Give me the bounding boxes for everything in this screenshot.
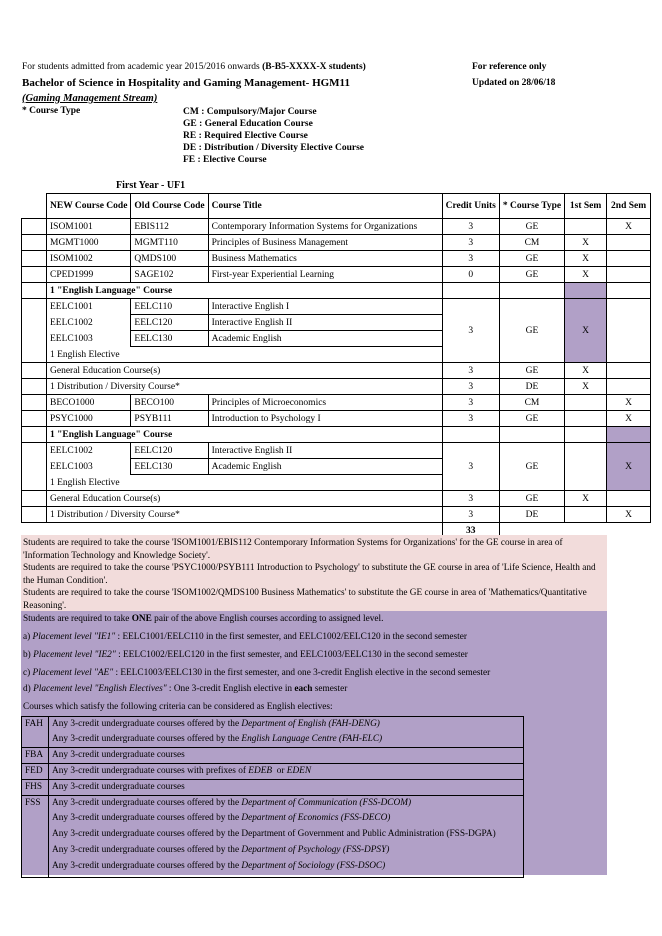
faculty-code: FED [22, 764, 49, 780]
col-new-code: NEW Course Code [47, 194, 131, 219]
row-label: General Education Course(s) [47, 363, 443, 379]
course-type: GE [499, 267, 564, 283]
reference-note: For reference only [472, 62, 547, 72]
legend-cm: CM : Compulsory/Major Course [183, 107, 317, 117]
level-text: : One 3-credit English elective in [166, 684, 295, 694]
level-text: : EELC1001/EELC110 in the first semester, and EELC1002/EELC120 in the second semester [115, 632, 467, 642]
col-sem1: 1st Sem [565, 194, 607, 219]
criteria-row [22, 748, 524, 764]
sem1-mark [565, 507, 607, 523]
sem1-mark [565, 219, 607, 235]
criteria-row [22, 717, 524, 733]
course-title: Interactive English II [208, 315, 442, 331]
sem1-mark: X [565, 299, 607, 363]
intro-bold: ONE [131, 614, 152, 624]
table-header [22, 194, 651, 219]
english-group-heading [22, 283, 651, 299]
course-type: GE [499, 251, 564, 267]
row-label: General Education Course(s) [47, 491, 443, 507]
criteria-pre: Any 3-credit undergraduate courses offered by the Department of Government and Public Administration (FSS-DGPA) [52, 829, 496, 839]
note-isom1002: Students are required to take the course 'ISOM1002/QMDS100 Business Mathematics' to substitute the GE course in area of 'Mathematics/Quantitative Reasoning'. [23, 588, 587, 611]
criteria-text: Any 3-credit undergraduate courses [49, 780, 524, 796]
course-type: CM [499, 395, 564, 411]
sem1-mark: X [565, 363, 607, 379]
level-text-end: semester [312, 684, 348, 694]
sem2-mark [607, 267, 651, 283]
criteria-pre: Any 3-credit undergraduate courses offered by the [52, 845, 242, 855]
criteria-row [22, 811, 524, 827]
criteria-pre: Any 3-credit undergraduate courses offered by the [52, 798, 242, 808]
course-title: Contemporary Information Systems for Organizations [208, 219, 442, 235]
sem1-mark [565, 395, 607, 411]
new-code: BECO1000 [47, 395, 131, 411]
level-name: Placement level "English Electives" [33, 684, 167, 694]
legend-ge: GE : General Education Course [183, 119, 313, 129]
credits: 3 [442, 395, 499, 411]
new-code: MGMT1000 [47, 235, 131, 251]
credits: 0 [442, 267, 499, 283]
sem2-mark [607, 251, 651, 267]
criteria-mid: or [272, 766, 287, 776]
english-elective: 1 English Elective [47, 475, 443, 491]
level-c [23, 668, 490, 678]
table-row [22, 219, 651, 235]
level-text: : EELC1003/EELC130 in the first semester, and one 3-credit English elective in the second semester [113, 668, 491, 678]
faculty-code: FAH [22, 717, 49, 748]
criteria-row [22, 732, 524, 748]
level-a [23, 632, 467, 642]
table-row [22, 507, 651, 523]
sem2-mark [607, 379, 651, 395]
table-row [22, 235, 651, 251]
criteria-dept: Department of Psychology (FSS-DPSY) [241, 845, 390, 855]
sem2-mark: X [607, 219, 651, 235]
criteria-row [22, 843, 524, 859]
course-title: Principles of Business Management [208, 235, 442, 251]
credits: 3 [442, 251, 499, 267]
intro-text: Students are required to take [23, 614, 132, 624]
criteria-dept: Department of Communication (FSS-DCOM) [241, 798, 412, 808]
sem2-mark [607, 235, 651, 251]
criteria-text [49, 811, 524, 827]
table-row [22, 395, 651, 411]
sem1-mark: X [565, 491, 607, 507]
course-title: Academic English [208, 459, 442, 475]
prefix-eden: EDEN [286, 766, 312, 776]
note-isom1001: Students are required to take the course 'ISOM1001/EBIS112 Contemporary Information Systems for Organizations' for the GE course in area of 'Information Technology and Knowledge Society'. [23, 538, 563, 561]
course-title: Introduction to Psychology I [208, 411, 442, 427]
new-code: ISOM1002 [47, 251, 131, 267]
sem1-mark [565, 443, 607, 491]
course-type: GE [499, 219, 564, 235]
criteria-row [22, 859, 524, 878]
new-code: EELC1003 [47, 459, 131, 475]
admission-code: (B-B5-XXXX-X students) [262, 62, 366, 72]
old-code: BECO100 [131, 395, 208, 411]
prefix-edeb: EDEB [248, 766, 273, 776]
sem2-mark [607, 363, 651, 379]
program-title: Bachelor of Science in Hospitality and Gaming Management- HGM11 [22, 77, 350, 89]
row-label: 1 Distribution / Diversity Course* [47, 507, 443, 523]
criteria-text: Any 3-credit undergraduate courses [49, 748, 524, 764]
ge-substitution-notes [21, 535, 607, 611]
table-row [22, 411, 651, 427]
criteria-text [49, 732, 524, 748]
level-bold: each [294, 684, 313, 694]
admission-text: For students admitted from academic year 2015/2016 onwards [22, 62, 263, 72]
new-code: CPED1999 [47, 267, 131, 283]
credits: 3 [442, 235, 499, 251]
old-code: SAGE102 [131, 267, 208, 283]
english-elective-criteria [21, 716, 524, 878]
group-heading: 1 "English Language" Course [47, 283, 443, 299]
course-type: GE [499, 363, 564, 379]
criteria-dept: Department of Sociology (FSS-DSOC) [241, 861, 386, 871]
level-name: Placement level "AE" [32, 668, 114, 678]
new-code: EELC1002 [47, 315, 131, 331]
course-type: DE [499, 379, 564, 395]
sem2-mark: X [607, 507, 651, 523]
credits: 3 [442, 507, 499, 523]
year-title: First Year - UF1 [116, 180, 186, 191]
level-text: : EELC1002/EELC120 in the first semester, and EELC1003/EELC130 in the second semester [115, 650, 468, 660]
legend-re: RE : Required Elective Course [183, 131, 308, 141]
course-table [21, 193, 651, 539]
english-group-heading [22, 427, 651, 443]
old-code: MGMT110 [131, 235, 208, 251]
old-code: EELC130 [131, 459, 208, 475]
criteria-pre: Any 3-credit undergraduate courses offered by the [52, 719, 242, 729]
criteria-row [22, 827, 524, 843]
course-title: Interactive English II [208, 443, 442, 459]
old-code: EBIS112 [131, 219, 208, 235]
updated-date: Updated on 28/06/18 [472, 78, 556, 88]
criteria-pre: Any 3-credit undergraduate courses with prefixes of [52, 766, 249, 776]
credits: 3 [442, 299, 499, 363]
new-code: PSYC1000 [47, 411, 131, 427]
faculty-code: FHS [22, 780, 49, 796]
level-prefix: b) [23, 650, 34, 660]
credits: 3 [442, 363, 499, 379]
course-type: GE [499, 443, 564, 491]
faculty-code: FSS [22, 796, 49, 878]
credits: 3 [442, 411, 499, 427]
col-sem2: 2nd Sem [607, 194, 651, 219]
criteria-text [49, 764, 524, 780]
old-code: EELC110 [131, 299, 208, 315]
course-type: GE [499, 491, 564, 507]
criteria-intro: Courses which satisfy the following criteria can be considered as English electives: [23, 702, 333, 712]
table-row [22, 491, 651, 507]
english-option-row [22, 299, 651, 315]
criteria-dept: Department of English (FAH-DENG) [241, 719, 380, 729]
sem2-mark [607, 491, 651, 507]
course-type: GE [499, 411, 564, 427]
table-row [22, 379, 651, 395]
sem1-mark: X [565, 267, 607, 283]
credits: 3 [442, 443, 499, 491]
level-name: Placement level "IE1" [32, 632, 116, 642]
credits: 3 [442, 219, 499, 235]
stream-title: (Gaming Management Stream) [22, 93, 158, 104]
sem1-mark [565, 411, 607, 427]
table-row [22, 267, 651, 283]
legend-de: DE : Distribution / Diversity Elective Course [183, 143, 365, 153]
english-intro [23, 614, 383, 624]
col-credits: Credit Units [442, 194, 499, 219]
criteria-row [22, 796, 524, 812]
level-prefix: a) [23, 632, 33, 642]
sem2-mark: X [607, 443, 651, 491]
old-code: QMDS100 [131, 251, 208, 267]
sem1-mark: X [565, 379, 607, 395]
credits: 3 [442, 379, 499, 395]
level-prefix: d) [23, 684, 34, 694]
old-code: EELC120 [131, 443, 208, 459]
criteria-pre: Any 3-credit undergraduate courses offered by the [52, 861, 242, 871]
group-heading: 1 "English Language" Course [47, 427, 443, 443]
criteria-text [49, 859, 524, 878]
criteria-text [49, 843, 524, 859]
new-code: EELC1001 [47, 299, 131, 315]
col-title: Course Title [208, 194, 442, 219]
table-row [22, 251, 651, 267]
criteria-pre: Any 3-credit undergraduate courses offered by the [52, 734, 242, 744]
course-type-label: * Course Type [22, 106, 81, 116]
sem1-mark: X [565, 251, 607, 267]
level-prefix: c) [23, 668, 33, 678]
english-elective: 1 English Elective [47, 347, 443, 363]
col-type: * Course Type [499, 194, 564, 219]
admission-note [22, 62, 366, 72]
criteria-pre: Any 3-credit undergraduate courses offered by the [52, 813, 242, 823]
course-title: First-year Experiential Learning [208, 267, 442, 283]
level-d [23, 684, 347, 694]
level-name: Placement level "IE2" [33, 650, 116, 660]
course-type: GE [499, 299, 564, 363]
table-row [22, 363, 651, 379]
english-requirements [21, 611, 607, 875]
old-code: EELC120 [131, 315, 208, 331]
new-code: ISOM1001 [47, 219, 131, 235]
course-type: DE [499, 507, 564, 523]
sem2-mark [607, 299, 651, 363]
course-title: Interactive English I [208, 299, 442, 315]
english-option-row [22, 443, 651, 459]
new-code: EELC1002 [47, 443, 131, 459]
course-title: Business Mathematics [208, 251, 442, 267]
row-label: 1 Distribution / Diversity Course* [47, 379, 443, 395]
course-type: CM [499, 235, 564, 251]
note-psyc1000: Students are required to take the course 'PSYC1000/PSYB111 Introduction to Psychology' to substitute the GE course in area of 'Life Science, Health and the Human Condition'. [23, 563, 596, 586]
criteria-row [22, 780, 524, 796]
criteria-dept: English Language Centre (FAH-ELC) [241, 734, 383, 744]
course-type-legend [183, 106, 364, 166]
intro-text-end: pair of the above English courses according to assigned level. [151, 614, 384, 624]
col-old-code: Old Course Code [131, 194, 208, 219]
criteria-dept: Department of Economics (FSS-DECO) [241, 813, 391, 823]
level-b [23, 650, 468, 660]
sem2-mark: X [607, 411, 651, 427]
criteria-text [49, 717, 524, 733]
old-code: EELC130 [131, 331, 208, 347]
criteria-text [49, 827, 524, 843]
new-code: EELC1003 [47, 331, 131, 347]
credits: 3 [442, 491, 499, 507]
criteria-row [22, 764, 524, 780]
sem2-mark: X [607, 395, 651, 411]
course-title: Academic English [208, 331, 442, 347]
course-title: Principles of Microeconomics [208, 395, 442, 411]
faculty-code: FBA [22, 748, 49, 764]
total-credits: 33 [442, 523, 499, 539]
old-code: PSYB111 [131, 411, 208, 427]
legend-fe: FE : Elective Course [183, 155, 267, 165]
sem1-mark: X [565, 235, 607, 251]
criteria-text [49, 796, 524, 812]
